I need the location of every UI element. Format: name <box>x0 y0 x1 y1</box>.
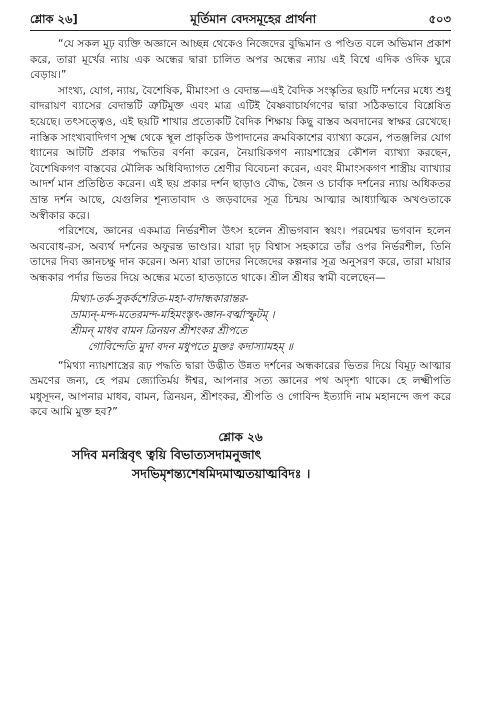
sanskrit-quote-line-2: ভ্রাম্যন্-মন্দ-মতেরমন্দ-মহিমংস্তৃৎ-জ্ঞান-বর্ত্মাস্ফুটম্ । <box>70 308 275 321</box>
page-number: ৫০৩ <box>428 12 451 26</box>
chapter-title: মূর্তিমান বেদসমূহের প্রার্থনা <box>190 12 317 26</box>
translation-paragraph: “মিথ্যা ন্যায়শাস্ত্রের রূঢ় পদ্ধতি দ্বারা উদ্ভীত উন্নত দর্শনের অন্ধকারের ভিতর দিয়ে বিমূঢ় আত্মার ভ্রমণের জন্য, হে পরম জ্যোতির্ময় ঈশ্বর, আপনার সত্য জ্ঞানের পথ অদৃশ্য থাকে। হে লক্ষ্মীপতি মধুসূদন, আপনার মাধব, বামন, ত্রিনয়ন, শ্রীশংকর, শ্রীপতি ও গোবিন্দ ইত্যাদি নাম মহানন্দে জপ করে কবে আমি মুক্ত হব?” <box>30 359 451 419</box>
philosophy-paragraph: সাংখ্য, যোগ, ন্যায়, বৈশেষিক, মীমাংসা ও বেদান্ত—এই বৈদিক সংস্কৃতির ছয়টি দর্শনের মধ্যে শুধু বাদরায়ণ ব্যাসের বেদান্তটি ত্রুটিমুক্ত এবং মাত্র এটিই বৈষ্ণবাচার্যগণের দ্বারা সঠিকভাবে বিশ্লেষিত হয়েছে। তৎসত্ত্বেও, এই ছয়টি শাখার প্রত্যেকটি বৈদিক শিক্ষায় কিছু বাস্তব অবদানের স্বাক্ষর রেখেছে। নাস্তিক সাংখ্যবাদিগণ সূক্ষ্ম থেকে স্থূল প্রাকৃতিক উপাদানের ক্রমবিকাশের ব্যাখ্যা করেন, পতঞ্জলির যোগ ধ্যানের আটটি প্রকার পদ্ধতির বর্ণনা করেন, নৈয়ায়িকগণ ন্যায়শাস্ত্রের কৌশল ব্যাখ্যা করছেন, বৈশেষিকগণ বাস্তবের মৌলিক অধিবিদ্যাগত শ্রেণীর বিবেচনা করেন, এবং মীমাংসকগণ শাস্ত্রীয় ব্যাখ্যার আদর্শ মান প্রতিষ্ঠিত করেন। এই ছয় প্রকার দর্শন ছাড়াও বৌদ্ধ, জৈন ও চার্বাক দর্শনের ন্যায় অধিকতর ভ্রান্ত দর্শন আছে, যেগুলির শূন্যতাবাদ ও জড়বাদের সূত্র চিন্ময় আত্মার আধ্যাত্মিক অখণ্ডতাকে অস্বীকার করে। <box>30 84 451 222</box>
sanskrit-quote-line-1: মিথ্যা-তর্ক-সুকর্কশেরিত-মহা-বাদান্ধকারান্তর- <box>70 292 249 305</box>
verse-reference: শ্লোক ২৬] <box>30 12 78 26</box>
sloka-line-2: সদভিমৃশন্ত্যশেষমিদমাত্মতয়াত্মবিদঃ । <box>132 465 311 481</box>
page-header <box>30 8 451 30</box>
sanskrit-quote-line-3: শ্রীমন্ মাধব বামন ত্রিনয়ন শ্রীশংকর শ্রীপতে <box>70 324 248 337</box>
book-page <box>30 8 451 483</box>
quote-paragraph: “যে সকল মূঢ় ব্যক্তি অজ্ঞানে আচ্ছন্ন থেকেও নিজেদের বুদ্ধিমান ও পণ্ডিত বলে অভিমান প্রকাশ করে, তারা মূর্খের ন্যায় এক অন্ধের দ্বারা চালিত অপর অন্ধের ন্যায় এই বিশ্বে এদিক ওদিক ঘুরে বেড়ায়।” <box>30 38 451 82</box>
conclusion-paragraph: পরিশেষে, জ্ঞানের একমাত্র নির্ভরশীল উৎস হলেন শ্রীভগবান স্বয়ং। পরমেশ্বর ভগবান হলেন অববোধ-রস, অব্যর্থ দর্শনের অফুরন্ত ভাণ্ডার। যারা দৃঢ় বিশ্বাস সহকারে তাঁর ওপর নির্ভরশীল, তিনি তাদের দিব্য জ্ঞানচক্ষু দান করেন। অন্য যারা তাদের নিজেদের কল্পনার সূত্র অনুসরণ করে, তারা মায়ার অন্ধকার পর্দার ভিতর দিয়ে অন্ধের মতো হাতড়াতে থাকে। শ্রীল শ্রীধর স্বামী বলেছেন— <box>30 225 451 284</box>
header-rule <box>30 30 451 31</box>
sloka-line-1: সদিব মনস্ত্রিবৃৎ ত্বয়ি বিভাত্যসদামনুজাৎ <box>72 446 262 462</box>
sanskrit-quote-line-4: গোবিন্দেতি মুদা বদন মধুপতে মুক্তঃ কদাস্যামহম্ ॥ <box>88 340 294 353</box>
sloka-heading: শ্লোক ২৬ <box>218 429 263 444</box>
